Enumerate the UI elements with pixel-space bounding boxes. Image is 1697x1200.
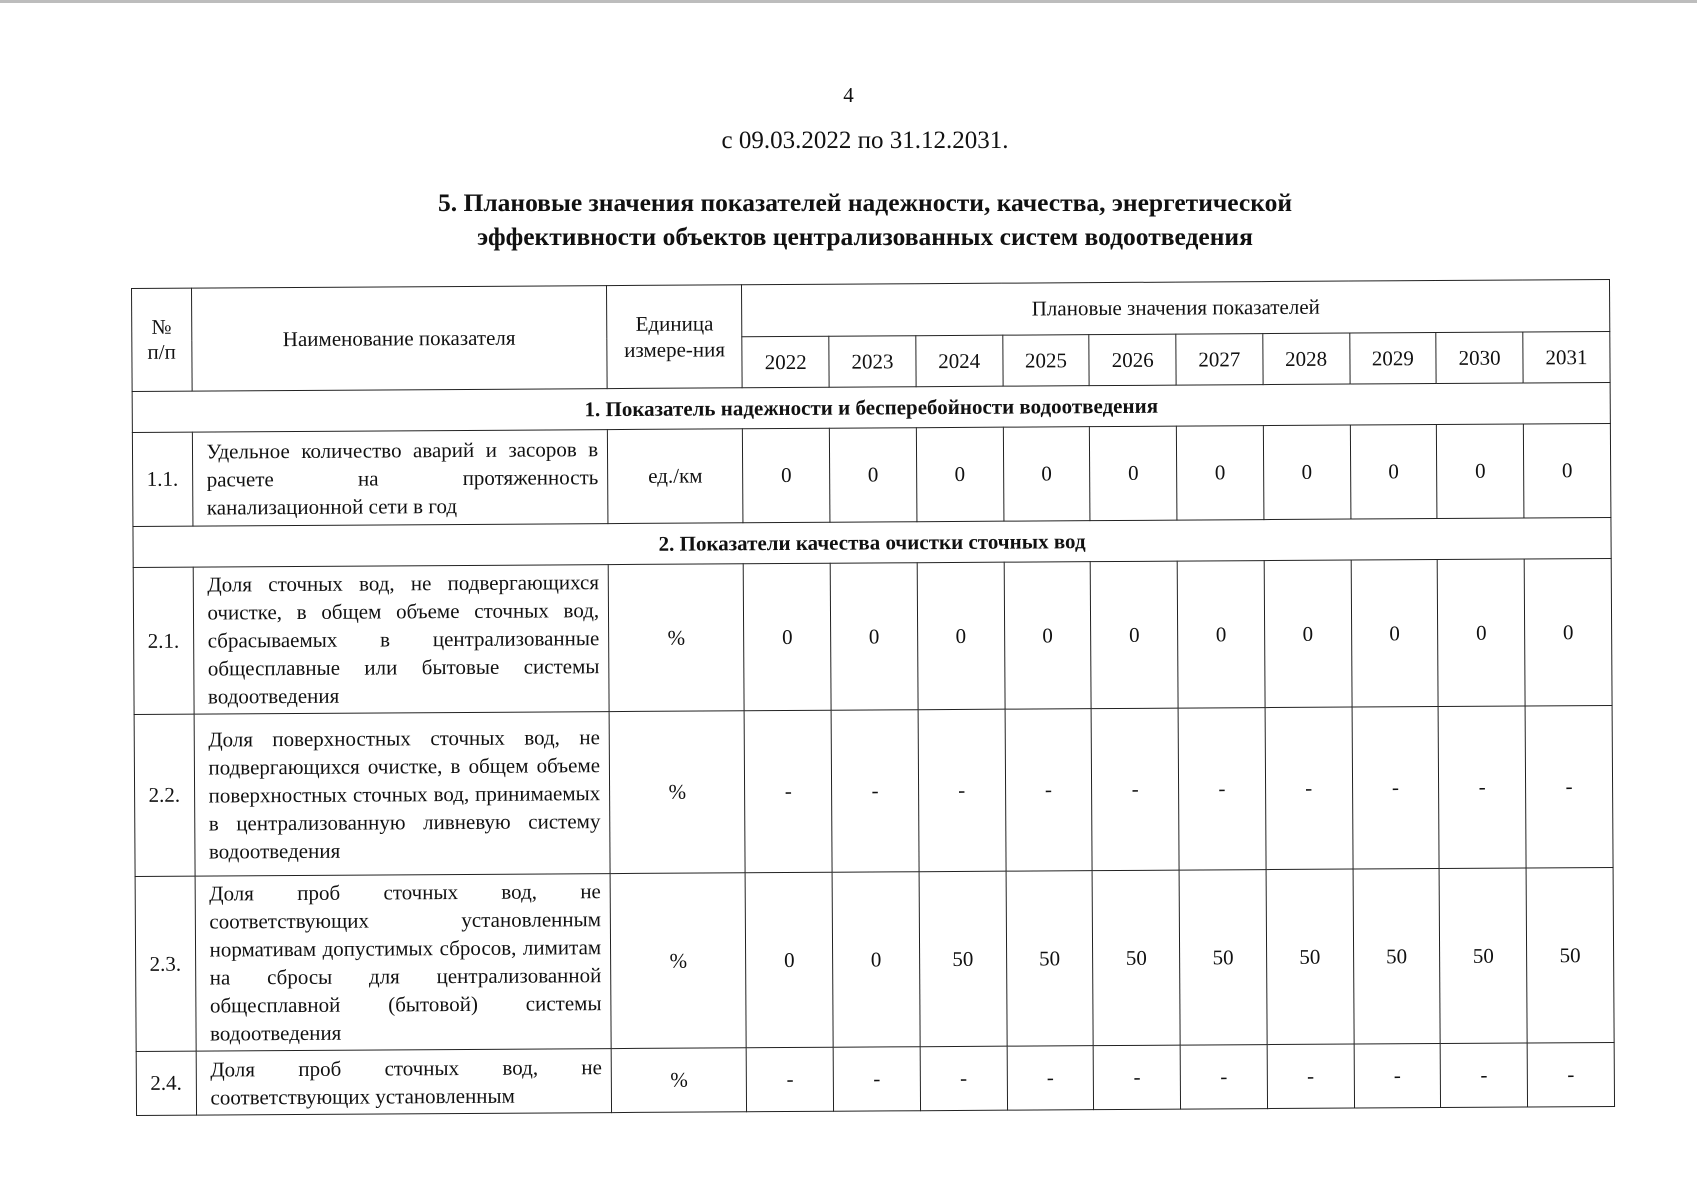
section-heading-line-2: эффективности объектов централизованных систем водоотведения: [477, 222, 1253, 251]
value-cell: 50: [1526, 867, 1614, 1043]
value-cell: 50: [1266, 869, 1354, 1045]
value-cell: 0: [744, 563, 832, 711]
value-cell: 0: [1437, 424, 1524, 519]
value-cell: -: [1354, 1044, 1441, 1109]
year-header: 2030: [1436, 332, 1523, 384]
column-header-unit: Единица измере-ния: [607, 285, 743, 389]
unit-cell: ед./км: [608, 429, 744, 524]
section-heading-line-1: 5. Плановые значения показателей надежности, качества, энергетической: [437, 188, 1293, 217]
value-cell: -: [1091, 708, 1179, 871]
section-title: 1. Показатель надежности и бесперебойности водоотведения: [132, 382, 1610, 432]
unit-cell: %: [608, 564, 744, 712]
table-row: [135, 867, 1614, 1051]
value-cell: 0: [917, 562, 1005, 710]
value-cell: 50: [919, 871, 1007, 1047]
table-row: [136, 1042, 1614, 1115]
indicator-name: Доля поверхностных сточных вод, не подвергающихся очистке, в общем объеме поверхностных сточных вод, принимаемых в централизованную ливневую систему водоотведения: [194, 712, 611, 877]
section-heading: [0, 186, 1697, 254]
year-header: 2026: [1089, 334, 1176, 386]
value-cell: 0: [830, 563, 918, 711]
value-cell: 0: [1003, 427, 1090, 522]
value-cell: 0: [1263, 425, 1350, 520]
value-cell: 0: [743, 428, 830, 523]
row-number: 1.1.: [132, 432, 192, 526]
value-cell: -: [1438, 706, 1526, 869]
table-row: [134, 705, 1613, 876]
indicator-name: Удельное количество аварий и засоров в расчете на протяженность канализационной сети в год: [192, 430, 608, 527]
value-cell: -: [920, 1046, 1007, 1111]
indicators-table: [131, 279, 1615, 1116]
date-range: с 09.03.2022 по 31.12.2031.: [721, 127, 1009, 154]
column-header-planned-values: Плановые значения показателей: [742, 279, 1610, 336]
value-cell: 0: [1090, 426, 1177, 521]
value-cell: 0: [1004, 562, 1092, 710]
value-cell: 0: [1350, 425, 1437, 520]
year-header: 2022: [742, 336, 829, 388]
year-header: 2028: [1263, 333, 1350, 385]
indicator-name: Доля проб сточных вод, не соответствующих установленным нормативам допустимых сбросов, лимитам на сбросы для централизованной общесплавной (бытовой) системы водоотведения: [195, 874, 612, 1052]
value-cell: -: [1352, 707, 1440, 870]
value-cell: 0: [1524, 558, 1612, 706]
year-header: 2031: [1523, 331, 1610, 383]
unit-cell: %: [611, 1048, 747, 1113]
value-cell: -: [1267, 1044, 1354, 1109]
value-cell: -: [1178, 708, 1266, 871]
value-cell: 50: [1439, 868, 1527, 1044]
row-number: 2.3.: [135, 876, 196, 1051]
value-cell: 0: [1523, 423, 1611, 518]
value-cell: -: [833, 1047, 920, 1112]
row-number: 2.1.: [133, 567, 193, 714]
value-cell: 0: [832, 872, 920, 1048]
value-cell: -: [1527, 1042, 1614, 1107]
value-cell: 0: [1091, 561, 1179, 709]
unit-cell: %: [610, 873, 746, 1049]
value-cell: -: [746, 1047, 833, 1112]
row-number: 2.2.: [134, 714, 195, 876]
table-row: [133, 558, 1612, 714]
value-cell: 50: [1179, 870, 1267, 1046]
year-header: 2024: [916, 335, 1003, 387]
section-title: 2. Показатели качества очистки сточных вод: [133, 517, 1611, 567]
value-cell: -: [1007, 1046, 1094, 1111]
value-cell: -: [1180, 1045, 1267, 1110]
value-cell: -: [831, 710, 919, 873]
header-row: [132, 279, 1610, 340]
value-cell: -: [1265, 707, 1353, 870]
column-header-number: № п/п: [132, 288, 192, 391]
value-cell: -: [1093, 1045, 1180, 1110]
year-header: 2027: [1176, 334, 1263, 386]
value-cell: 50: [1092, 870, 1180, 1046]
indicator-name: Доля проб сточных вод, не соответствующих установленным: [196, 1049, 612, 1116]
value-cell: 0: [1351, 560, 1439, 708]
page-number: 4: [843, 83, 854, 107]
year-header: 2029: [1349, 333, 1436, 385]
value-cell: 0: [829, 428, 916, 523]
year-header: 2023: [829, 336, 916, 388]
value-cell: -: [918, 709, 1006, 872]
value-cell: -: [1525, 705, 1613, 868]
value-cell: 0: [1176, 426, 1263, 521]
value-cell: -: [1440, 1043, 1527, 1108]
unit-cell: %: [609, 711, 745, 874]
value-cell: -: [744, 710, 832, 873]
value-cell: -: [1005, 709, 1093, 872]
scan-edge: [0, 0, 1697, 3]
value-cell: 50: [1353, 869, 1441, 1045]
value-cell: 0: [1437, 559, 1525, 707]
value-cell: 0: [1264, 560, 1352, 708]
table-row: [132, 423, 1611, 526]
value-cell: 50: [1006, 871, 1094, 1047]
value-cell: 0: [1177, 561, 1265, 709]
year-header: 2025: [1002, 335, 1089, 387]
indicator-name: Доля сточных вод, не подвергающихся очистке, в общем объеме сточных вод, сбрасываемых в централизованные общесплавные или бытовые системы водоотведения: [193, 565, 610, 715]
row-number: 2.4.: [136, 1051, 196, 1115]
column-header-name: Наименование показателя: [191, 286, 607, 392]
value-cell: 0: [916, 427, 1003, 522]
value-cell: 0: [745, 872, 833, 1048]
